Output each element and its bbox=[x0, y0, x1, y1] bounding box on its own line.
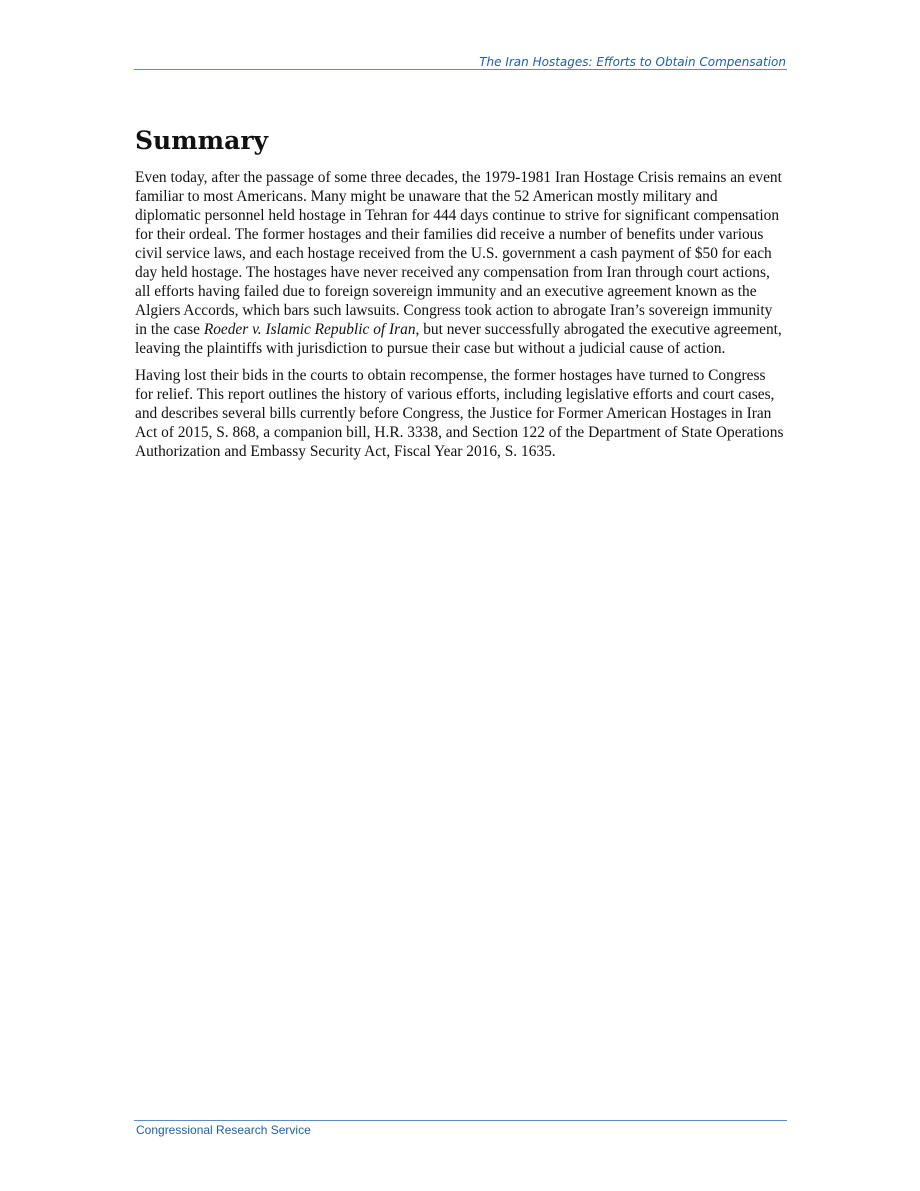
case-name: Roeder v. Islamic Republic of Iran bbox=[203, 321, 416, 338]
paragraph-2: Having lost their bids in the courts to obtain recompense, the former hostages have turned to Congress for relief. This report outlines the history of various efforts, including legislative efforts and court cases, and describes several bills currently before Congress, the Justice for Former American Hostages in Iran Act of 2015, S. 868, a companion bill, H.R. 3338, and Section 122 of the Department of State Operations Authorization and Embassy Security Act, Fiscal Year 2016, S. 1635. bbox=[135, 367, 784, 460]
footer-publisher: Congressional Research Service bbox=[136, 1123, 311, 1137]
running-header: The Iran Hostages: Efforts to Obtain Compensation bbox=[479, 55, 786, 69]
paragraph-1 bbox=[135, 168, 787, 358]
paragraph-1-text-b: , but never successfully abrogated the executive agreement, leaving the plaintiffs with jurisdiction to pursue their case but without a judicial cause of action. bbox=[135, 321, 782, 357]
summary-body bbox=[135, 168, 787, 469]
paragraph-1-text-a: Even today, after the passage of some three decades, the 1979-1981 Iran Hostage Crisis remains an event familiar to most Americans. Many might be unaware that the 52 American mostly military and diplomatic personnel held hostage in Tehran for 444 days continue to strive for significant compensation for their ordeal. The former hostages and their families did receive a number of benefits under various civil service laws, and each hostage received from the U.S. government a cash payment of $50 for each day held hostage. The hostages have never received any compensation from Iran through court actions, all efforts having failed due to foreign sovereign immunity and an executive agreement known as the Algiers Accords, which bars such lawsuits. Congress took action to abrogate Iran’s sovereign immunity in the case bbox=[135, 169, 782, 338]
footer-rule bbox=[134, 1120, 787, 1121]
header-rule bbox=[134, 69, 787, 70]
section-title: Summary bbox=[135, 126, 269, 155]
